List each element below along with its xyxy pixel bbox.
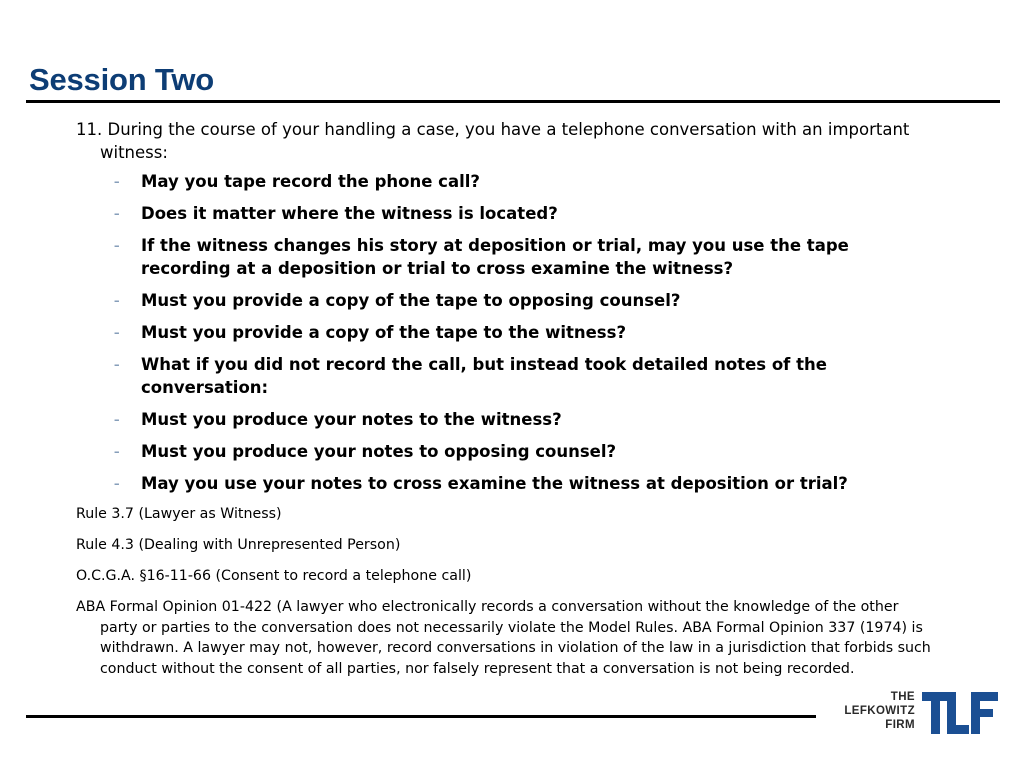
reference-rule-4-3: Rule 4.3 (Dealing with Unrepresented Person)	[76, 537, 401, 553]
title-divider	[26, 100, 1000, 103]
tlf-monogram-icon	[922, 692, 1000, 734]
sub-question	[76, 408, 936, 431]
sub-question-text: Must you provide a copy of the tape to opposing counsel?	[141, 291, 681, 310]
firm-logo-wordmark	[840, 690, 915, 732]
question-text: 11. During the course of your handling a case, you have a telephone conversation with an important witness:	[76, 120, 910, 162]
sub-question	[76, 353, 936, 399]
dash-bullet-icon: –	[114, 175, 120, 188]
sub-question-text: May you tape record the phone call?	[141, 172, 480, 191]
sub-question	[76, 202, 936, 225]
dash-bullet-icon: –	[114, 413, 120, 426]
dash-bullet-icon: –	[114, 326, 120, 339]
sub-question-text: Must you provide a copy of the tape to the witness?	[141, 323, 627, 342]
sub-question	[76, 321, 936, 344]
sub-question-text: Does it matter where the witness is located?	[141, 204, 558, 223]
logo-line-lefkowitz: LEFKOWITZ	[844, 705, 915, 717]
reference-rule-3-7: Rule 3.7 (Lawyer as Witness)	[76, 506, 282, 522]
sub-question-text: Must you produce your notes to opposing counsel?	[141, 442, 617, 461]
footer-divider	[26, 715, 816, 718]
sub-question-text: Must you produce your notes to the witness?	[141, 410, 562, 429]
dash-bullet-icon: –	[114, 445, 120, 458]
firm-logo	[840, 690, 1005, 738]
dash-bullet-icon: –	[114, 294, 120, 307]
dash-bullet-icon: –	[114, 358, 120, 371]
slide-title: Session Two	[29, 62, 214, 97]
sub-question-text: If the witness changes his story at deposition or trial, may you use the tape recording at a deposition or trial to cross examine the witness?	[141, 236, 849, 278]
sub-question-text: May you use your notes to cross examine the witness at deposition or trial?	[141, 474, 848, 493]
dash-bullet-icon: –	[114, 477, 120, 490]
sub-question	[76, 440, 936, 463]
sub-question-text: What if you did not record the call, but instead took detailed notes of the conversation:	[141, 355, 827, 397]
sub-question	[76, 234, 936, 280]
slide-content	[76, 118, 936, 690]
sub-question	[76, 289, 936, 312]
sub-question-list	[76, 170, 936, 495]
dash-bullet-icon: –	[114, 207, 120, 220]
logo-line-firm: FIRM	[885, 719, 915, 731]
logo-line-the: THE	[890, 691, 915, 703]
sub-question	[76, 170, 936, 193]
dash-bullet-icon: –	[114, 239, 120, 252]
reference-ocga: O.C.G.A. §16-11-66 (Consent to record a telephone call)	[76, 568, 472, 584]
reference-aba-opinion: ABA Formal Opinion 01-422 (A lawyer who electronically records a conversation without the knowledge of the other party or parties to the conversation does not necessarily violate the Model Rules. ABA Formal Opinion 337 (1974) is withdrawn. A lawyer may not, however, record conversations in violation of the law in a jurisdiction that forbids such conduct without the consent of all parties, nor falsely represent that a conversation is not being recorded.	[76, 599, 931, 677]
sub-question	[76, 472, 936, 495]
